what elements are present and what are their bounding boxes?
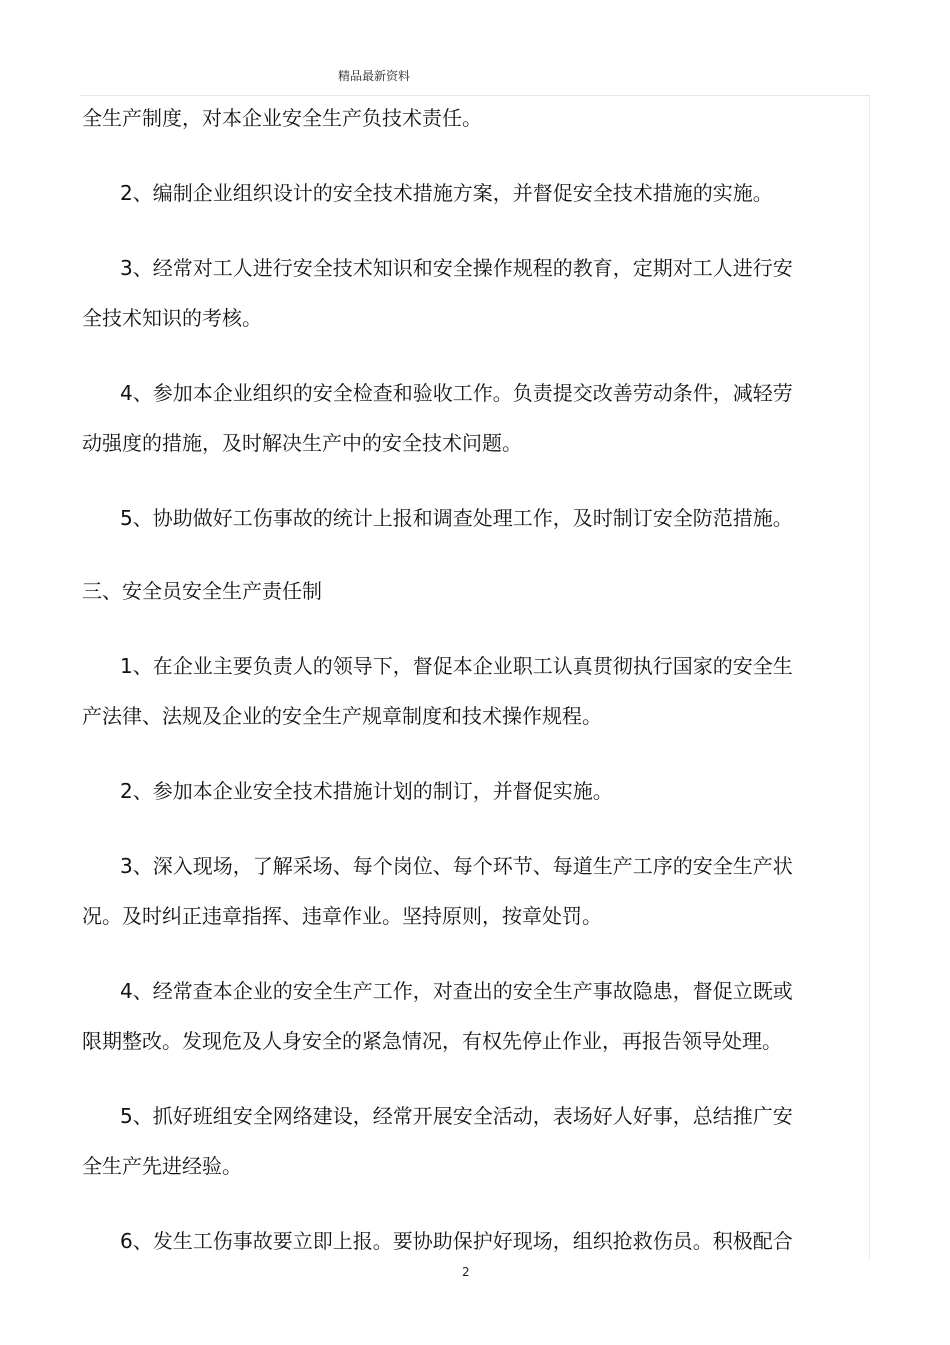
text-line: 3、经常对工人进行安全技术知识和安全操作规程的教育，定期对工人进行安 — [120, 256, 793, 280]
text-line: 全生产制度，对本企业安全生产负技术责任。 — [82, 106, 482, 130]
text-line: 5、协助做好工伤事故的统计上报和调查处理工作，及时制订安全防范措施。 — [120, 506, 793, 530]
text-line: 1、在企业主要负责人的领导下，督促本企业职工认真贯彻执行国家的安全生 — [120, 654, 793, 678]
text-line: 6、发生工伤事故要立即上报。要协助保护好现场，组织抢救伤员。积极配合 — [120, 1229, 793, 1253]
text-line: 况。及时纠正违章指挥、违章作业。坚持原则，按章处罚。 — [82, 904, 602, 928]
text-line: 4、经常查本企业的安全生产工作，对查出的安全生产事故隐患，督促立既或 — [120, 979, 793, 1003]
page-number: 2 — [462, 1265, 470, 1279]
text-line: 全生产先进经验。 — [82, 1154, 242, 1178]
text-line: 2、参加本企业安全技术措施计划的制订，并督促实施。 — [120, 779, 613, 803]
text-line: 限期整改。发现危及人身安全的紧急情况，有权先停止作业，再报告领导处理。 — [82, 1029, 782, 1053]
text-line: 2、编制企业组织设计的安全技术措施方案，并督促安全技术措施的实施。 — [120, 181, 773, 205]
text-line: 3、深入现场，了解采场、每个岗位、每个环节、每道生产工序的安全生产状 — [120, 854, 793, 878]
text-line: 动强度的措施，及时解决生产中的安全技术问题。 — [82, 431, 522, 455]
section-heading: 三、安全员安全生产责任制 — [82, 579, 322, 603]
text-line: 产法律、法规及企业的安全生产规章制度和技术操作规程。 — [82, 704, 602, 728]
page-header: 精品最新资料 — [338, 69, 411, 83]
right-margin-line — [869, 95, 870, 1260]
text-line: 4、参加本企业组织的安全检查和验收工作。负责提交改善劳动条件，减轻劳 — [120, 381, 793, 405]
text-line: 全技术知识的考核。 — [82, 306, 262, 330]
header-divider — [80, 95, 870, 96]
text-line: 5、抓好班组安全网络建设，经常开展安全活动，表场好人好事，总结推广安 — [120, 1104, 793, 1128]
